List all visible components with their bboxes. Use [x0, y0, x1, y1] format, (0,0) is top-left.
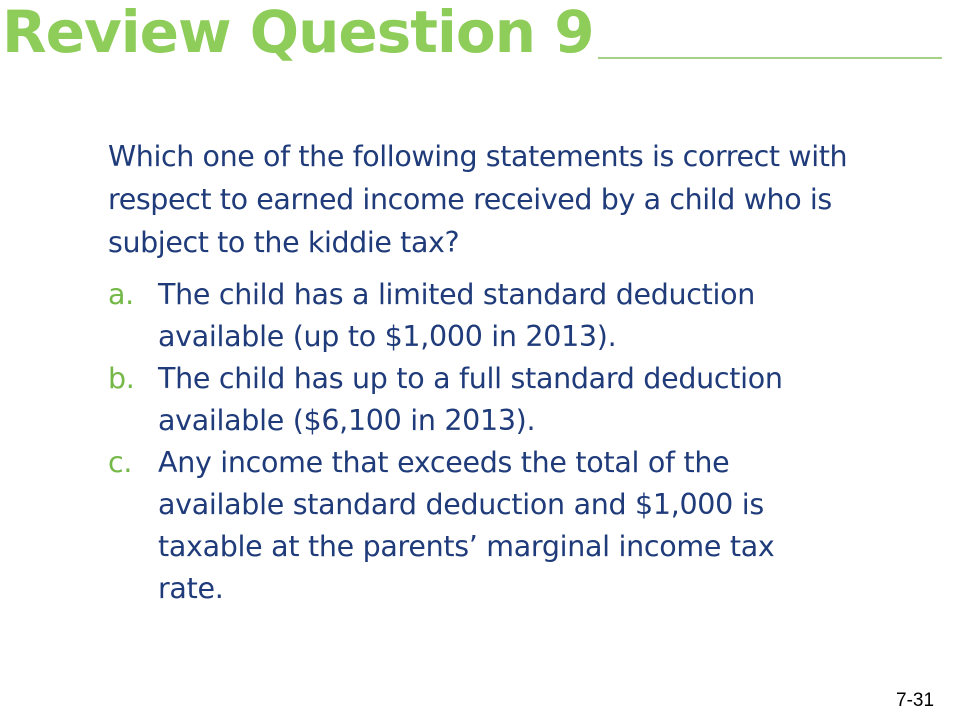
- option-marker: a.: [108, 278, 134, 311]
- slide-title: Review Question 9: [2, 0, 594, 66]
- option-text: The child has a limited standard deduction available (up to $1,000 in 2013).: [158, 278, 756, 353]
- page-number: 7-31: [896, 690, 935, 711]
- answer-option-b: [108, 358, 938, 442]
- option-marker: b.: [108, 362, 135, 395]
- answer-options: [108, 274, 938, 610]
- option-text: The child has up to a full standard deduction available ($6,100 in 2013).: [158, 362, 783, 437]
- option-marker: c.: [108, 446, 133, 479]
- question-text: Which one of the following statements is correct with respect to earned income received by a child who is subject to the kiddie tax?: [108, 140, 848, 259]
- slide-content: [108, 135, 938, 610]
- answer-option-a: [108, 274, 938, 358]
- option-text: Any income that exceeds the total of the available standard deduction and $1,000 is taxable at the parents’ marginal income tax rate.: [158, 446, 775, 605]
- title-underline-rule: [598, 57, 942, 59]
- answer-option-c: [108, 442, 938, 610]
